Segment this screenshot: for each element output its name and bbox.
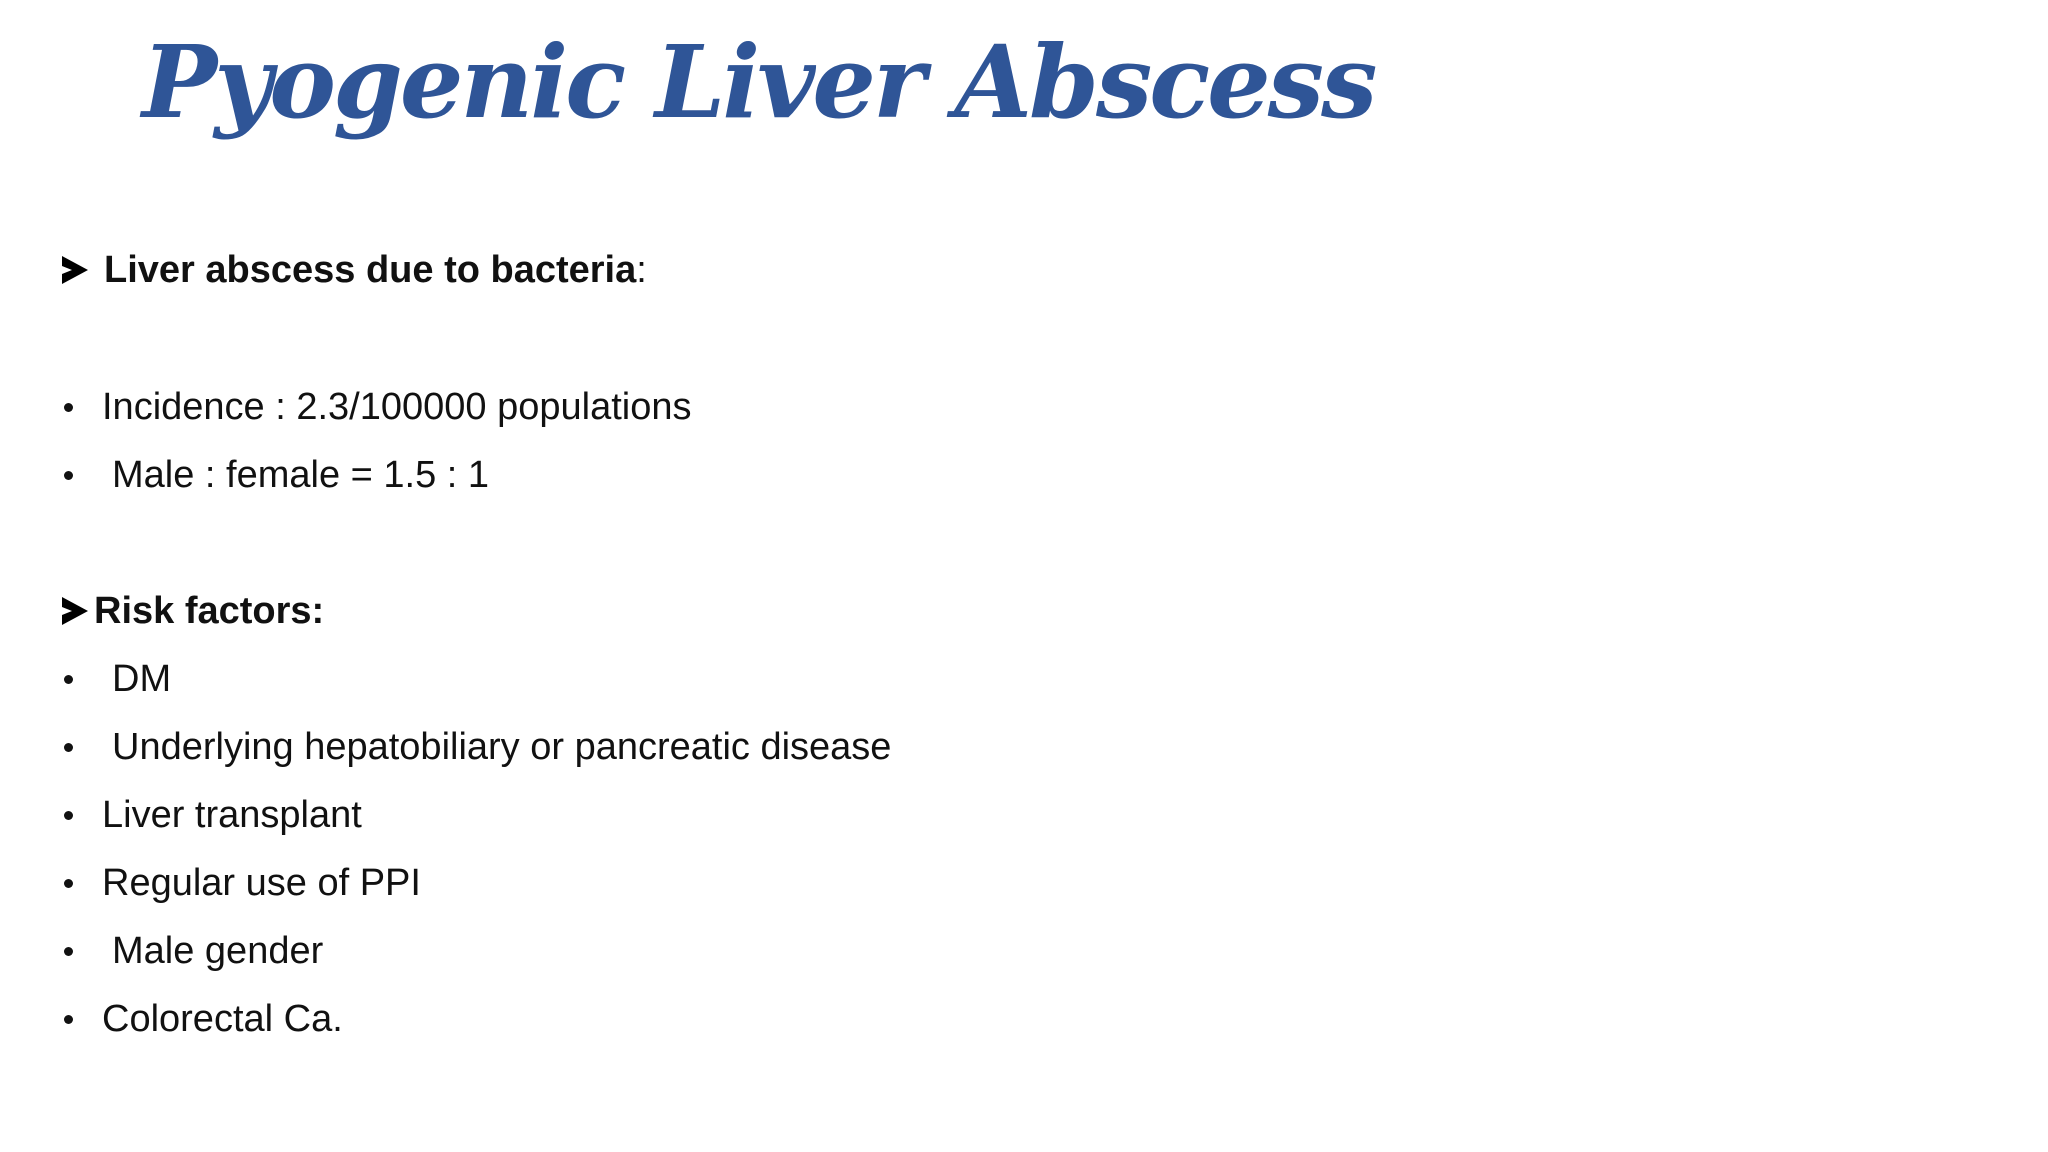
round-bullet-icon <box>64 471 73 480</box>
heading-suffix: : <box>636 249 647 291</box>
list-item <box>62 383 691 431</box>
round-bullet-icon <box>64 811 73 820</box>
list-item <box>62 859 421 907</box>
round-bullet-icon <box>64 675 73 684</box>
list-item-text: Male gender <box>112 930 324 972</box>
heading-text: Liver abscess due to bacteria <box>104 249 637 291</box>
slide-title: Pyogenic Liver Abscess <box>142 23 1375 141</box>
round-bullet-icon <box>64 879 73 888</box>
list-item-text: Underlying hepatobiliary or pancreatic disease <box>112 726 892 768</box>
round-bullet-icon <box>64 403 73 412</box>
list-item-text: Incidence : 2.3/100000 populations <box>102 386 692 428</box>
heading-text: Risk factors: <box>94 590 325 632</box>
list-item-text: DM <box>112 658 172 700</box>
list-item-text: Liver transplant <box>102 794 362 836</box>
list-item-text: Colorectal Ca. <box>102 998 343 1040</box>
arrowhead-bullet-icon <box>62 256 88 284</box>
section-heading-risk-factors <box>62 587 324 635</box>
round-bullet-icon <box>64 947 73 956</box>
list-item <box>62 655 171 703</box>
list-item-text: Male : female = 1.5 : 1 <box>112 454 490 496</box>
list-item <box>62 927 323 975</box>
list-item <box>62 791 362 839</box>
round-bullet-icon <box>64 743 73 752</box>
list-item <box>62 995 343 1043</box>
section-heading-bacteria <box>62 246 647 294</box>
list-item <box>62 451 489 499</box>
arrowhead-bullet-icon <box>62 597 88 625</box>
round-bullet-icon <box>64 1015 73 1024</box>
list-item-text: Regular use of PPI <box>102 862 421 904</box>
list-item <box>62 723 891 771</box>
